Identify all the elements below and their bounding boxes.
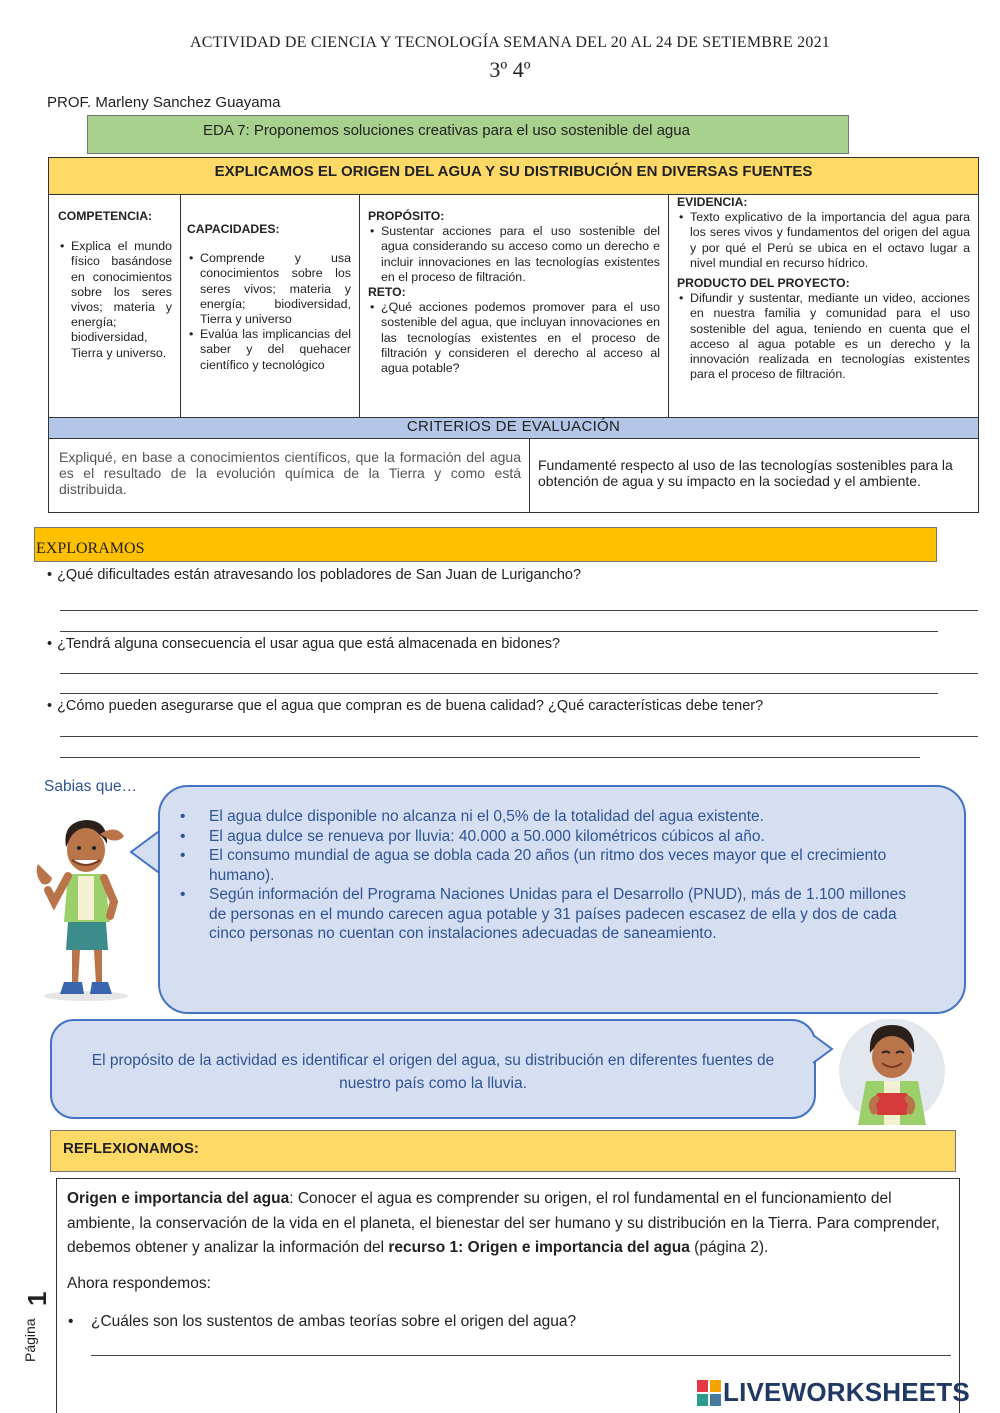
exploramos-heading: EXPLORAMOS (34, 527, 937, 562)
table-heading: EXPLICAMOS EL ORIGEN DEL AGUA Y SU DISTRIBUCIÓN EN DIVERSAS FUENTES (49, 158, 978, 195)
activity-title: ACTIVIDAD DE CIENCIA Y TECNOLOGÍA SEMANA DEL 20 AL 24 DE SETIEMBRE 2021 (190, 34, 830, 51)
capacidad-item: • Comprende y usa conocimientos sobre los seres vivos; materia y energía; biodiversidad, Tierra y universo (187, 251, 351, 327)
criterio-right: Fundamenté respecto al uso de las tecnologías sostenibles para la obtención de agua y su impacto en la sociedad y el ambiente. (538, 457, 953, 489)
resource-tail: (página 2). (689, 1239, 769, 1256)
facts-bubble (158, 785, 966, 1014)
fact-item: • El agua dulce disponible no alcanza ni el 0,5% de la totalidad del agua existente. (180, 807, 924, 827)
explore-question-2: • ¿Tendrá alguna consecuencia el usar agua que está almacenada en bidones? (47, 636, 560, 652)
answer-line[interactable] (60, 736, 978, 737)
eda-banner: EDA 7: Proponemos soluciones creativas para el uso sostenible del agua (87, 115, 849, 154)
page-number-value: 1 (22, 1292, 52, 1306)
evidencia-label: EVIDENCIA: (677, 195, 748, 209)
fact-item: • El agua dulce se renueva por lluvia: 40.000 a 50.000 kilométricos cúbicos al año. (180, 827, 924, 847)
criterio-left: Expliqué, en base a conocimientos científicos, que la formación del agua es el resultado de la evolución química de la Tierra y como está distribuida. (49, 439, 530, 513)
origin-text: : Conocer el agua es comprender su origen, el rol fundamental en el funcionamiento del ambiente, la conservación de la vida en el planeta, el bienestar del ser humano y su distribución en la Tierra. Para comprender, debemos obtener y analizar la información del (67, 1190, 940, 1256)
reto-label: RETO: (368, 285, 406, 300)
evidencia-item: • Texto explicativo de la importancia del agua para los seres vivos y fundamentos del origen del agua y por qué el Perú se ubica en el octavo lugar a nivel mundial en recurso hídrico. (677, 210, 970, 271)
reflexionamos-heading: REFLEXIONAMOS: (50, 1130, 956, 1172)
capacidades-column (181, 195, 360, 417)
resource-link: recurso 1: Origen e importancia del agua (388, 1239, 690, 1256)
capacidad-item: • Evalúa las implicancias del saber y del quehacer científico y tecnológico (187, 327, 351, 373)
page-label: Página (22, 1318, 38, 1362)
explore-question-1: • ¿Qué dificultades están atravesando los pobladores de San Juan de Lurigancho? (47, 567, 581, 583)
answer-line[interactable] (60, 673, 978, 674)
reto-item: • ¿Qué acciones podemos promover para el uso sostenible del agua, que incluyan innovaciones en las tecnologías existentes en el proceso de filtración y consideren el derecho al acceso al agua potable? (368, 300, 660, 376)
ahora-label: Ahora respondemos: (67, 1274, 211, 1292)
liveworksheets-logo-icon (697, 1380, 721, 1406)
boy-reading-illustration (836, 1019, 948, 1125)
producto-item: • Difundir y sustentar, mediante un video, acciones en nuestra familia y comunidad para el uso sostenible del agua, teniendo en cuenta que el acceso al agua potable es un derecho y la innovación realizada en tecnologías existentes para el proceso de filtración. (677, 291, 970, 382)
bubble-tail (812, 1033, 834, 1073)
boy-waving-illustration (28, 812, 138, 1007)
producto-label: PRODUCTO DEL PROYECTO: (677, 276, 850, 291)
explore-question-3: • ¿Cómo pueden asegurarse que el agua que compran es de buena calidad? ¿Qué características debe tener? (47, 698, 763, 714)
reflexion-question: • ¿Cuáles son los sustentos de ambas teorías sobre el origen del agua? (67, 1310, 949, 1335)
evidencia-column (669, 195, 978, 417)
competencia-label: COMPETENCIA: (58, 209, 153, 223)
competencia-column (49, 195, 181, 417)
proposito-item: • Sustentar acciones para el uso sostenible del agua considerando su acceso como un derecho e incluir innovaciones en las tecnologías existentes en el proceso de filtración. (368, 224, 660, 285)
professor-name: PROF. Marleny Sanchez Guayama (47, 94, 281, 111)
answer-line[interactable] (91, 1355, 951, 1356)
fact-item: • El consumo mundial de agua se dobla cada 20 años (un ritmo dos veces mayor que el crecimiento humano). (180, 846, 924, 885)
liveworksheets-watermark: LIVEWORKSHEETS (723, 1377, 970, 1407)
answer-line[interactable] (60, 757, 920, 758)
reflexion-paragraph (67, 1187, 949, 1261)
answer-line[interactable] (60, 610, 978, 611)
fact-item: • Según información del Programa Naciones Unidas para el Desarrollo (PNUD), más de 1.100 millones de personas en el mundo carecen agua potable y 31 países padecen escasez de ella y dos de cada cinco personas no cuentan con instalaciones adecuadas de saneamiento. (180, 885, 924, 944)
sabias-label: Sabias que… (44, 778, 138, 795)
criterios-heading: CRITERIOS DE EVALUACIÓN (49, 417, 978, 439)
answer-line[interactable] (60, 693, 938, 694)
grades-label: 3º 4º (489, 57, 531, 82)
proposito-column (360, 195, 669, 417)
answer-line[interactable] (60, 631, 938, 632)
page-number (10, 1292, 70, 1372)
proposito-bubble: El propósito de la actividad es identificar el origen del agua, su distribución en diferentes fuentes de nuestro país como la lluvia. (50, 1019, 816, 1119)
proposito-label: PROPÓSITO: (368, 209, 445, 223)
planning-table (48, 157, 979, 513)
origin-title: Origen e importancia del agua (67, 1190, 290, 1207)
capacidades-label: CAPACIDADES: (187, 222, 280, 236)
competencia-item: • Explica el mundo físico basándose en conocimientos sobre los seres vivos; materia y energía; biodiversidad, Tierra y universo. (58, 239, 172, 361)
